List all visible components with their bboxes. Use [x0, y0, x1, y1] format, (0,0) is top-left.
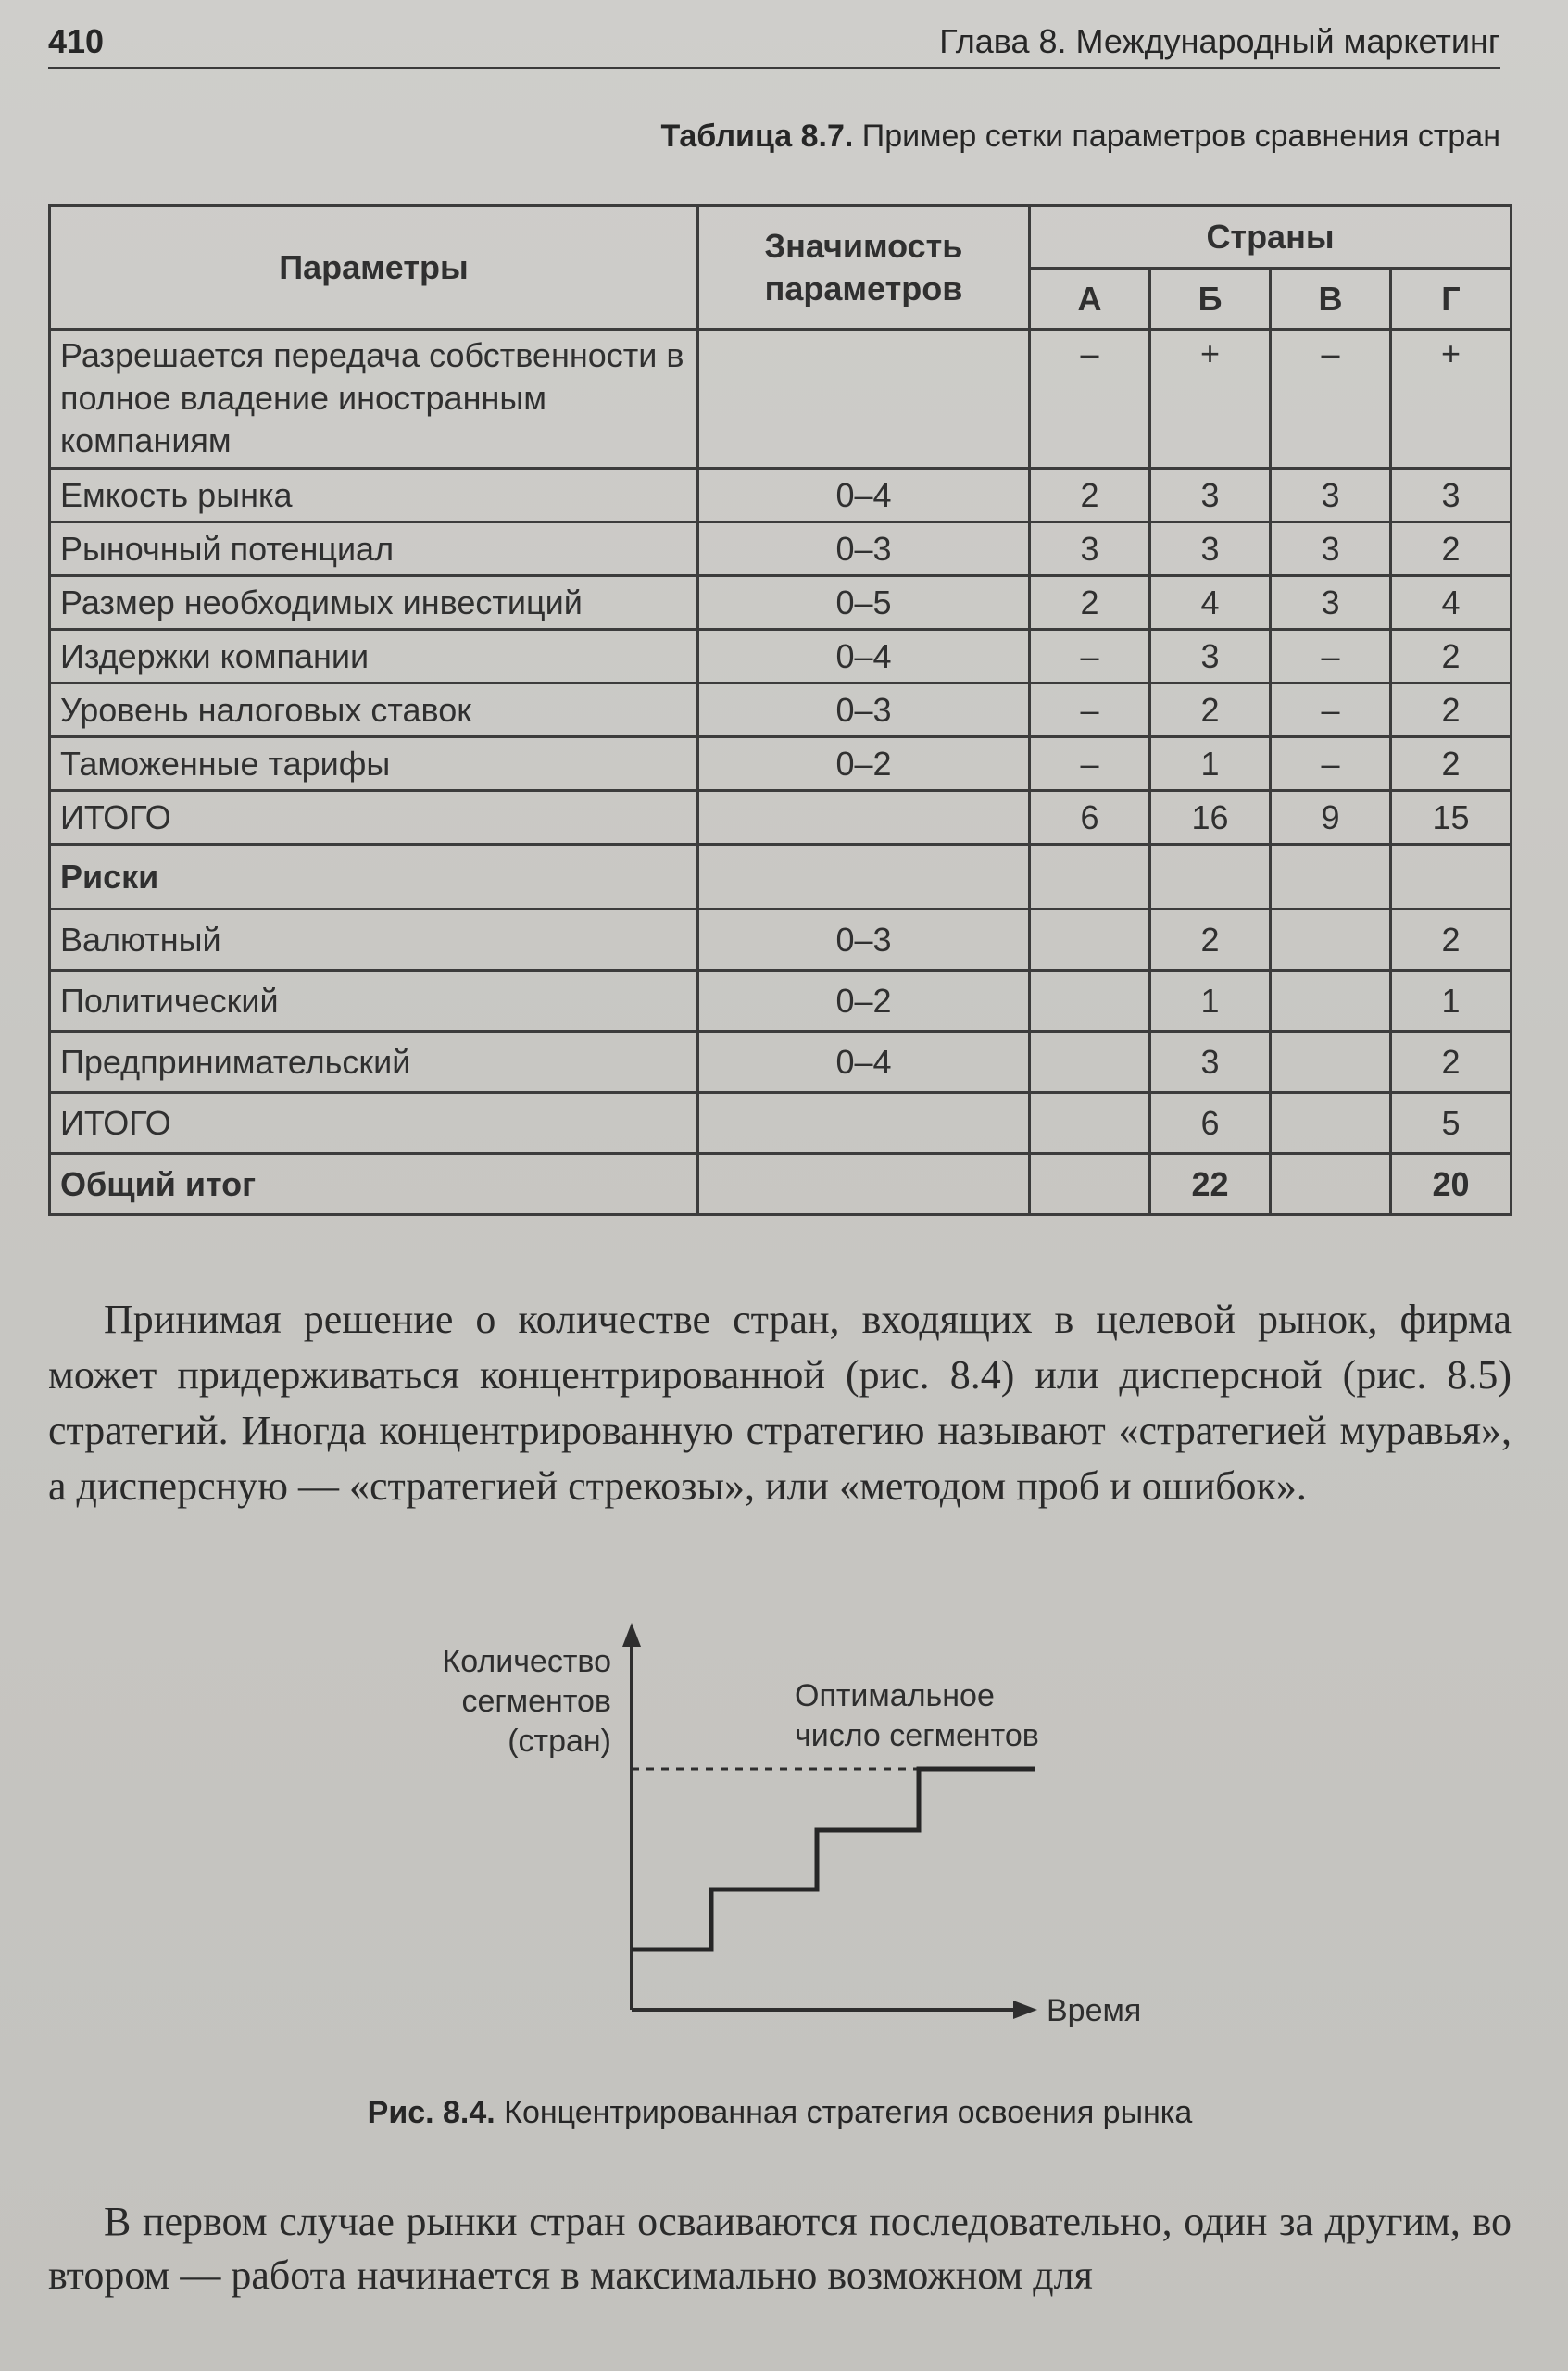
row-value-b: 6: [1150, 1093, 1271, 1154]
row-value-a: –: [1030, 684, 1150, 737]
paragraph-strategies: Принимая решение о количестве стран, входящих в целевой рынок, фирма может придерживаться концентрированной (рис. 8.4) или дисперсной (рис. 8.5) стратегий. Иногда концентрированную стратегию называют «стратегией муравья», а дисперсную — «стратегией стрекозы», или «методом проб и ошибок».: [48, 1297, 1512, 1509]
row-parameter: Предпринимательский: [50, 1032, 698, 1093]
row-value-a: –: [1030, 330, 1150, 469]
optimal-label-line1: Оптимальное: [795, 1678, 995, 1713]
optimal-label-line2: число сегментов: [795, 1718, 1039, 1753]
row-value-v: 3: [1271, 576, 1391, 630]
row-value-g: 3: [1391, 469, 1512, 522]
figure-caption-label: Рис. 8.4.: [367, 2095, 495, 2130]
row-value-a: 6: [1030, 791, 1150, 845]
row-value-b: 2: [1150, 684, 1271, 737]
row-value-a: 2: [1030, 469, 1150, 522]
row-value-a: –: [1030, 737, 1150, 791]
row-value-a: 2: [1030, 576, 1150, 630]
paragraph-continuation: В первом случае рынки стран осваиваются последовательно, один за другим, во втором — работа начинается в максимально возможном для: [48, 2199, 1512, 2298]
figure-caption: [48, 2095, 1512, 2131]
row-value-g: +: [1391, 330, 1512, 469]
row-value-g: 2: [1391, 522, 1512, 576]
row-value-g: 1: [1391, 971, 1512, 1032]
x-axis-arrow: [1013, 2001, 1037, 2019]
row-parameter: Размер необходимых инвестиций: [50, 576, 698, 630]
row-value-g: 2: [1391, 684, 1512, 737]
row-weight: 0–3: [698, 522, 1030, 576]
row-value-v: 3: [1271, 469, 1391, 522]
row-parameter: Политический: [50, 971, 698, 1032]
row-value-b: +: [1150, 330, 1271, 469]
row-parameter: Емкость рынка: [50, 469, 698, 522]
row-value-g: 5: [1391, 1093, 1512, 1154]
row-value-g: 2: [1391, 630, 1512, 684]
row-value-g: 4: [1391, 576, 1512, 630]
chapter-title: Глава 8. Международный маркетинг: [939, 22, 1500, 60]
header-countries: Страны: [1030, 206, 1512, 269]
header-country-v: В: [1271, 269, 1391, 330]
row-parameter: ИТОГО: [50, 1093, 698, 1154]
row-value-v: –: [1271, 630, 1391, 684]
row-weight: 0–4: [698, 630, 1030, 684]
row-weight: 0–5: [698, 576, 1030, 630]
header-weight: Значимость параметров: [698, 206, 1030, 330]
row-weight: 0–2: [698, 971, 1030, 1032]
row-parameter: Риски: [50, 845, 698, 910]
row-parameter: Валютный: [50, 910, 698, 971]
row-value-b: 2: [1150, 910, 1271, 971]
table-caption-text: Пример сетки параметров сравнения стран: [853, 119, 1500, 154]
row-value-a: 3: [1030, 522, 1150, 576]
row-value-g: 2: [1391, 910, 1512, 971]
row-value-b: 16: [1150, 791, 1271, 845]
row-value-v: –: [1271, 330, 1391, 469]
row-value-g: 20: [1391, 1154, 1512, 1215]
row-parameter: Издержки компании: [50, 630, 698, 684]
row-parameter: Разрешается передача собственности в полное владение иностранным компаниям: [50, 330, 698, 469]
header-country-g: Г: [1391, 269, 1512, 330]
page-number: 410: [48, 22, 105, 60]
row-parameter: Общий итог: [50, 1154, 698, 1215]
row-parameter: ИТОГО: [50, 791, 698, 845]
row-value-b: 3: [1150, 1032, 1271, 1093]
row-value-g: 15: [1391, 791, 1512, 845]
header-country-a: А: [1030, 269, 1150, 330]
y-axis-arrow: [622, 1623, 641, 1647]
row-value-b: 3: [1150, 630, 1271, 684]
row-parameter: Таможенные тарифы: [50, 737, 698, 791]
row-value-b: 3: [1150, 469, 1271, 522]
row-weight: 0–3: [698, 684, 1030, 737]
y-label-line3: (стран): [508, 1724, 611, 1759]
row-weight: 0–4: [698, 1032, 1030, 1093]
y-label-line1: Количество: [442, 1644, 611, 1679]
row-value-b: 4: [1150, 576, 1271, 630]
x-label: Время: [1047, 1993, 1142, 2028]
row-parameter: Рыночный потенциал: [50, 522, 698, 576]
table-caption-label: Таблица 8.7.: [660, 119, 854, 154]
concentrated-strategy-steps: [632, 1769, 1035, 1950]
row-value-v: 3: [1271, 522, 1391, 576]
y-label-line2: сегментов: [461, 1684, 611, 1719]
row-value-a: –: [1030, 630, 1150, 684]
row-value-v: –: [1271, 684, 1391, 737]
row-value-v: 9: [1271, 791, 1391, 845]
header-country-b: Б: [1150, 269, 1271, 330]
row-value-b: 22: [1150, 1154, 1271, 1215]
row-value-b: 1: [1150, 737, 1271, 791]
header-params: Параметры: [50, 206, 698, 330]
row-value-v: –: [1271, 737, 1391, 791]
row-value-b: 1: [1150, 971, 1271, 1032]
row-value-b: 3: [1150, 522, 1271, 576]
row-value-g: 2: [1391, 737, 1512, 791]
row-parameter: Уровень налоговых ставок: [50, 684, 698, 737]
row-value-g: 2: [1391, 1032, 1512, 1093]
row-weight: 0–4: [698, 469, 1030, 522]
row-weight: 0–2: [698, 737, 1030, 791]
row-weight: 0–3: [698, 910, 1030, 971]
figure-caption-text: Концентрированная стратегия освоения рынка: [495, 2095, 1193, 2130]
